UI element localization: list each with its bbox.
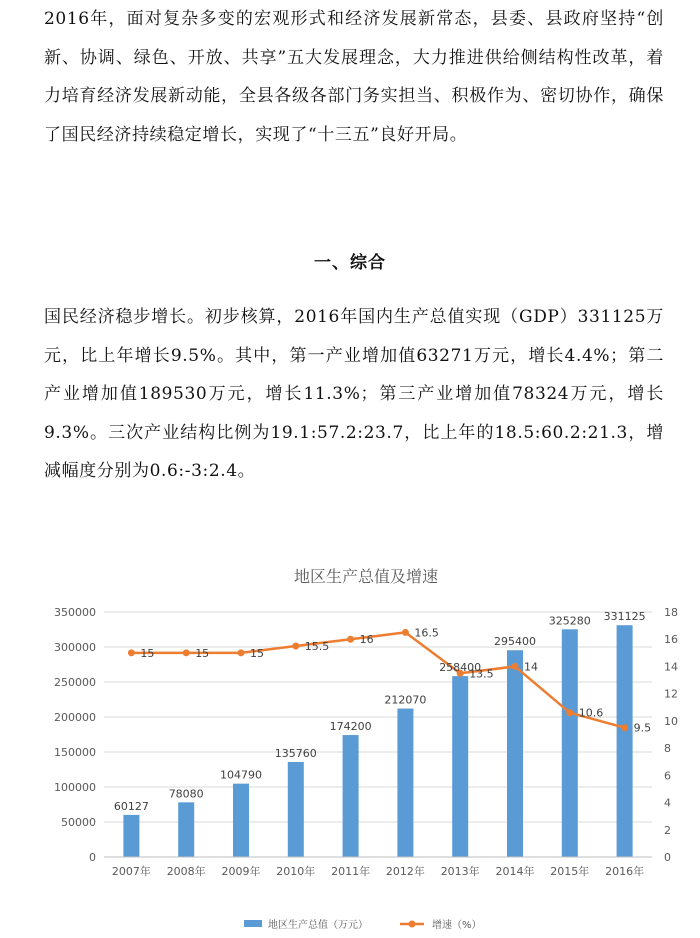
x-tick-label: 2013年	[440, 865, 480, 878]
legend-label-line: 增速（%）	[432, 920, 482, 931]
y-left-tick-label: 250000	[54, 676, 96, 689]
bar	[507, 650, 523, 857]
line-point	[183, 649, 190, 656]
bar-value-label: 295400	[494, 635, 536, 649]
line-point	[128, 649, 135, 656]
line-value-label: 16.5	[414, 626, 439, 640]
bar-value-label: 174200	[329, 720, 372, 734]
y-right-tick-label: 18	[664, 606, 678, 619]
chart-legend	[244, 918, 482, 931]
bar	[397, 709, 413, 857]
y-left-tick-label: 50000	[61, 816, 96, 829]
line-value-label: 16	[359, 633, 374, 647]
y-left-tick-label: 200000	[54, 711, 96, 724]
legend-swatch-bar	[244, 920, 262, 927]
line-point	[402, 629, 409, 636]
line-point	[621, 724, 628, 731]
line-value-label: 15	[250, 646, 264, 660]
x-tick-label: 2015年	[550, 865, 590, 878]
y-right-tick-label: 2	[664, 823, 671, 837]
x-tick-label: 2016年	[605, 865, 645, 878]
bar	[288, 762, 304, 857]
line-series	[128, 629, 628, 734]
bar-value-label: 212070	[384, 693, 427, 707]
y-left-tick-label: 350000	[54, 606, 96, 619]
bar-value-label: 60127	[113, 799, 149, 813]
y-right-tick-label: 8	[664, 742, 671, 756]
x-tick-label: 2008年	[166, 865, 206, 878]
bar	[233, 784, 249, 857]
y-right-tick-label: 14	[664, 660, 678, 674]
line-value-label: 15	[140, 646, 155, 660]
economy-paragraph: 国民经济稳步增长。初步核算，2016年国内生产总值实现（GDP）331125万元，比上年增长9.5%。其中，第一产业增加值63271万元，增长4.4%；第二产业增加值189530万元，增长11.3%；第三产业增加值78324万元，增长9.3%。三次产业结构比例为19.1:57.2:23.7，比上年的18.5:60.2:21.3，增减幅度分别为0.6:-3:2.4。	[44, 307, 664, 481]
x-tick-label: 2014年	[495, 865, 535, 878]
line-point	[292, 643, 299, 650]
line-value-label: 10.6	[578, 706, 604, 720]
legend-label-bar: 地区生产总值（万元）	[268, 920, 368, 931]
line-value-label: 15.5	[304, 640, 330, 654]
y-right-tick-label: 4	[664, 796, 671, 810]
x-tick-label: 2009年	[221, 865, 261, 878]
bar	[562, 629, 578, 857]
x-tick-label: 2012年	[385, 865, 425, 878]
x-tick-label: 2010年	[276, 865, 316, 878]
bar-value-label: 104790	[220, 768, 262, 782]
y-right-tick-label: 10	[664, 714, 678, 728]
bar	[178, 802, 194, 857]
x-tick-label: 2007年	[111, 865, 151, 878]
gdp-chart	[0, 560, 700, 938]
bar	[617, 625, 633, 857]
bar	[452, 676, 468, 857]
bar-value-label: 78080	[168, 787, 204, 801]
y-left-tick-label: 300000	[54, 641, 96, 654]
y-right-tick-label: 6	[664, 769, 671, 783]
line-value-label: 9.5	[633, 721, 652, 735]
line-value-label: 14	[524, 660, 538, 674]
y-right-tick-label: 16	[664, 633, 678, 647]
line-value-label: 15	[195, 646, 210, 660]
bar-value-label: 135760	[274, 746, 317, 760]
gdp-chart-svg	[0, 560, 700, 938]
y-left-tick-label: 150000	[54, 746, 96, 759]
line-value-label: 13.5	[469, 667, 494, 681]
bar-value-label: 258400	[439, 661, 482, 675]
line-point	[512, 663, 519, 670]
legend-marker-line	[409, 921, 416, 928]
x-tick-label: 2011年	[331, 865, 371, 878]
bar-value-label: 331125	[603, 610, 646, 624]
y-right-tick-label: 12	[664, 687, 678, 701]
y-right-tick-label: 0	[664, 851, 671, 864]
bar	[123, 815, 139, 857]
line-point	[238, 649, 245, 656]
bar-value-label: 325280	[548, 614, 591, 628]
y-left-tick-label: 0	[89, 851, 96, 864]
section-heading: 一、综合	[314, 253, 386, 273]
y-left-tick-label: 100000	[54, 781, 96, 794]
line-point	[347, 636, 354, 643]
chart-title: 地区生产总值及增速	[293, 567, 439, 586]
line-point	[566, 709, 573, 716]
bar	[343, 735, 359, 857]
intro-paragraph: 2016年，面对复杂多变的宏观形式和经济发展新常态，县委、县政府坚持“创新、协调、绿色、开放、共享”五大发展理念，大力推进供给侧结构性改革，着力培育经济发展新动能，全县各级各部门务实担当、积极作为、密切协作，确保了国民经济持续稳定增长，实现了“十三五”良好开局。	[44, 9, 664, 145]
